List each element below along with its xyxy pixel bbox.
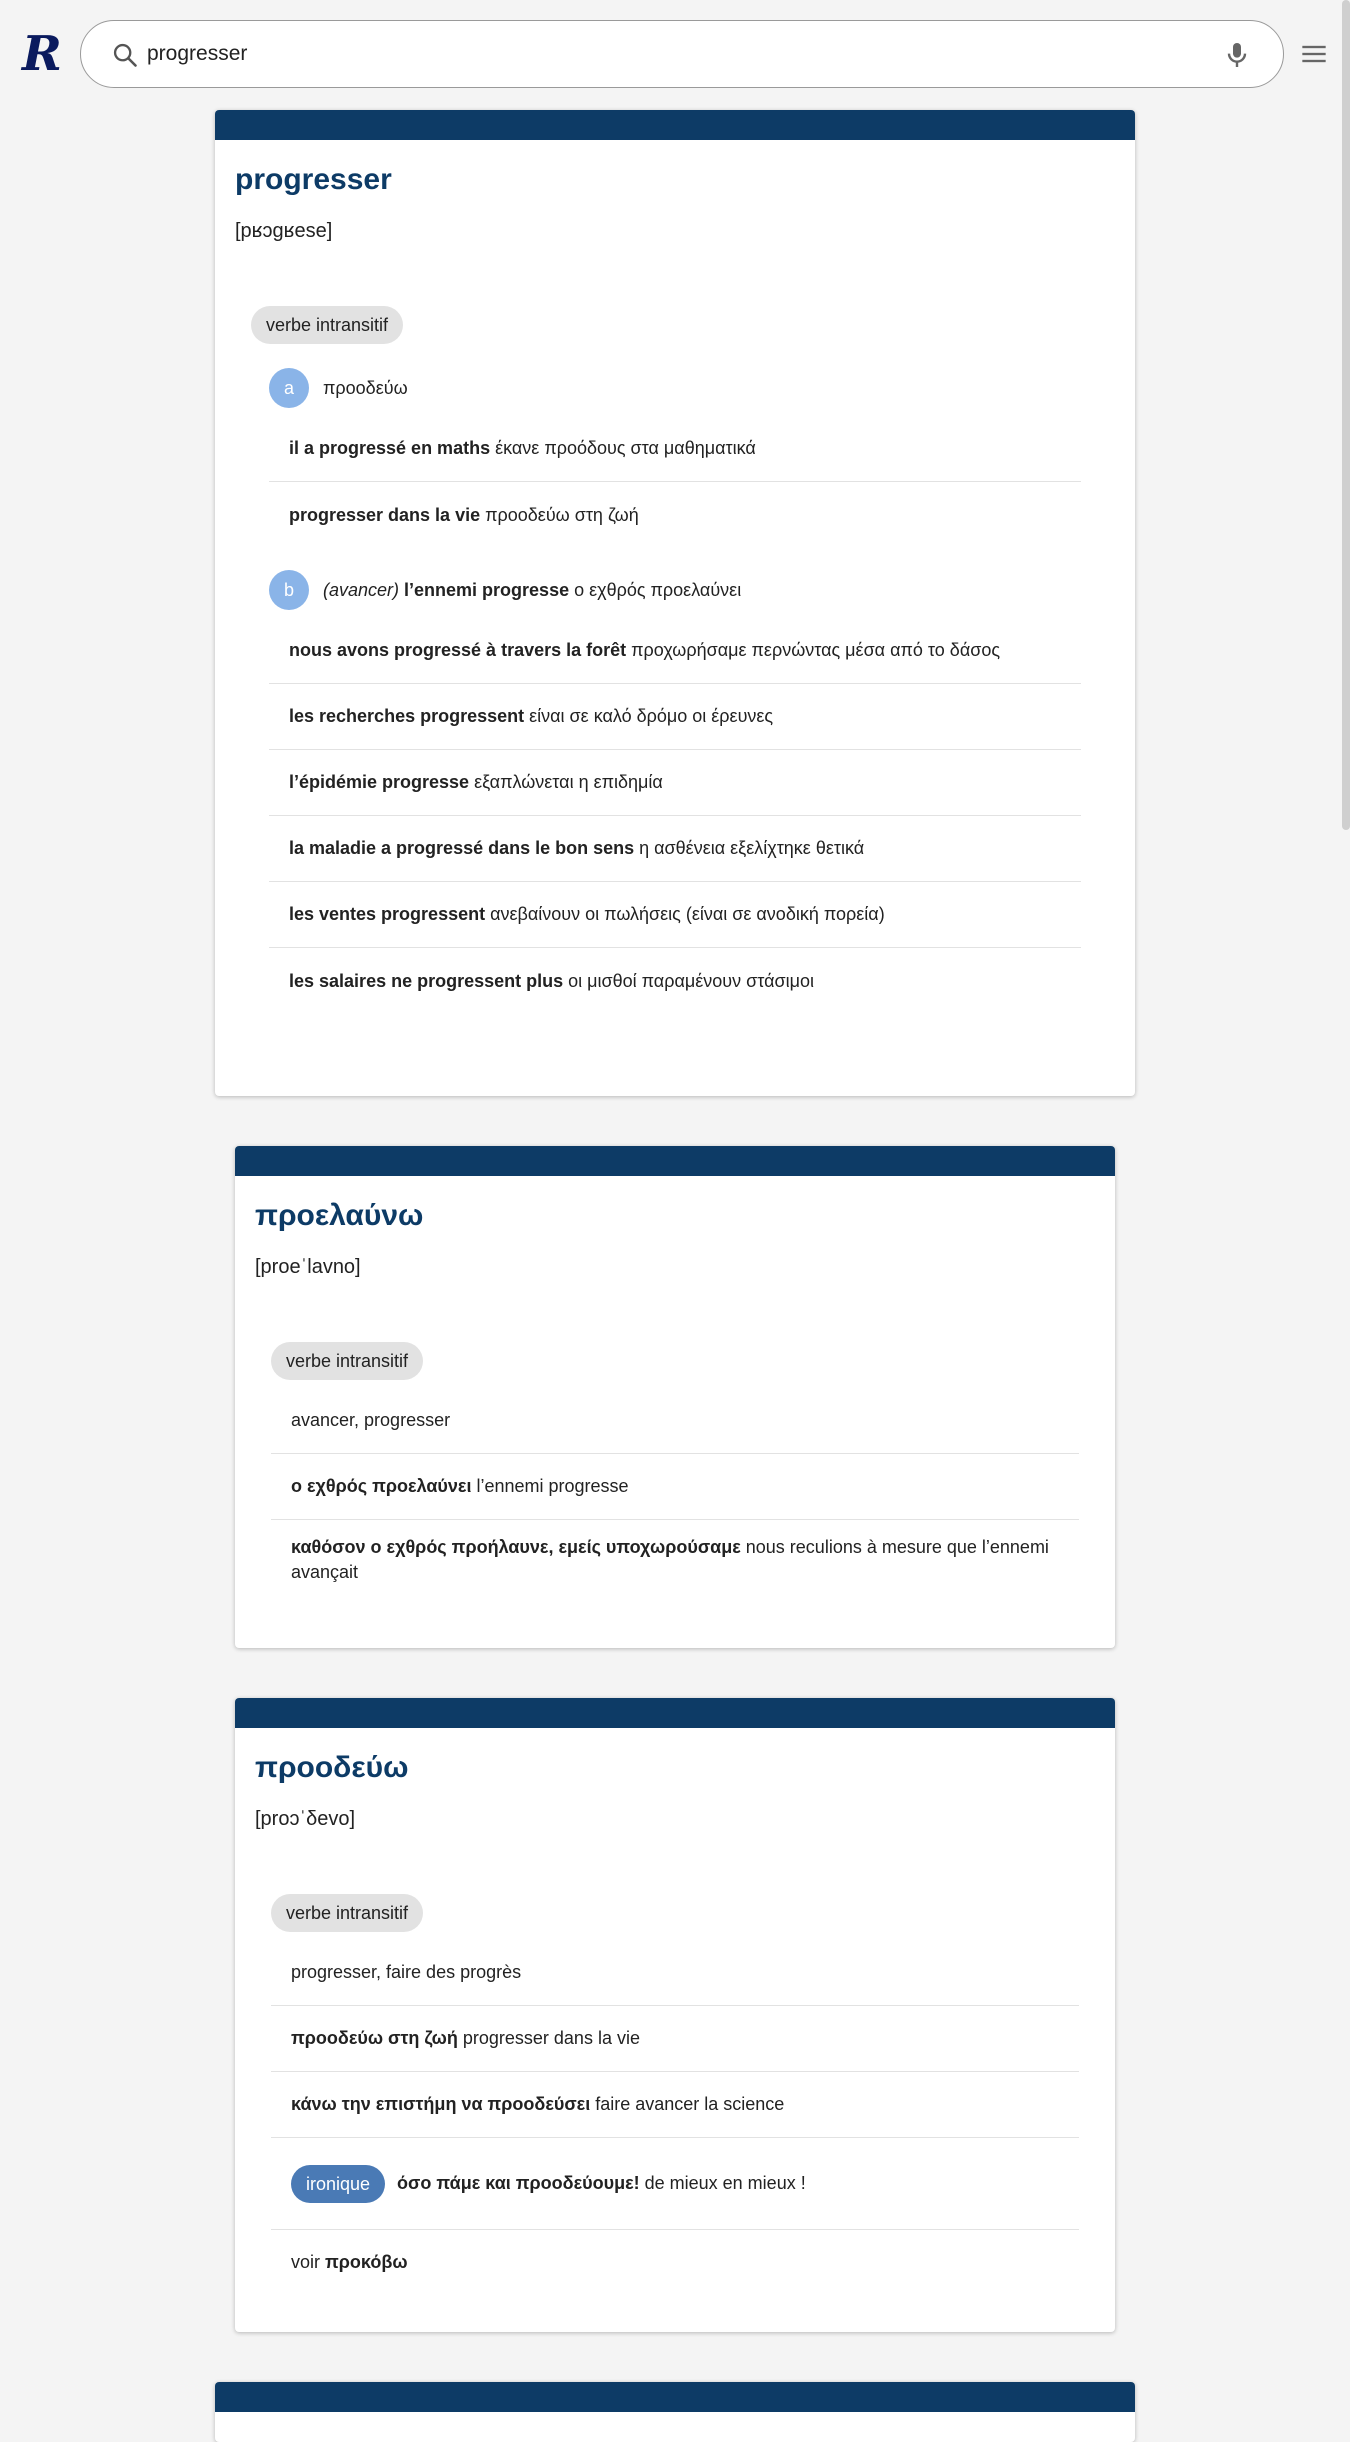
- example-row: [271, 2006, 1079, 2072]
- example-row: [269, 684, 1081, 750]
- example-source: la maladie a progressé dans le bon sens: [289, 838, 635, 858]
- search-icon[interactable]: [111, 41, 139, 69]
- sense-a: [269, 368, 1135, 408]
- example-translation: de mieux en mieux !: [644, 2173, 806, 2193]
- example-translation: οι μισθοί παραμένουν στάσιμοι: [568, 970, 814, 991]
- sense-note: (avancer): [323, 579, 400, 600]
- example-translation: προοδεύω στη ζωή: [485, 504, 639, 525]
- definition-row: [271, 1388, 1079, 1454]
- example-source: progresser dans la vie: [289, 504, 481, 525]
- card-header-bar: [215, 110, 1135, 140]
- search-bar[interactable]: [80, 20, 1284, 88]
- example-row: [271, 1454, 1079, 1520]
- sense-label-badge: a: [269, 368, 309, 408]
- headword: προελαύνω: [255, 1199, 424, 1232]
- entry-card-next: [215, 2382, 1135, 2442]
- part-of-speech-chip: verbe intransitif: [251, 306, 403, 344]
- example-source: les salaires ne progressent plus: [289, 970, 564, 991]
- card-header-bar: [235, 1698, 1115, 1728]
- example-translation: faire avancer la science: [595, 2094, 785, 2114]
- headword: progresser: [235, 163, 392, 196]
- card-header-bar: [235, 1146, 1115, 1176]
- sense-b: [269, 570, 1135, 610]
- register-tag: ironique: [291, 2165, 385, 2203]
- ironic-example-row: [271, 2138, 1079, 2230]
- see-also-prefix: voir: [291, 2251, 321, 2272]
- example-source: nous avons progressé à travers la forêt: [289, 640, 627, 660]
- definition: progresser, faire des progrès: [291, 1962, 522, 1982]
- example-translation: εξαπλώνεται η επιδημία: [474, 772, 663, 792]
- example-translation: progresser dans la vie: [462, 2028, 640, 2048]
- example-source: les ventes progressent: [289, 904, 486, 924]
- sense-translation: προοδεύω: [323, 377, 408, 398]
- part-of-speech-chip: verbe intransitif: [271, 1342, 423, 1380]
- scrollbar-thumb[interactable]: [1342, 0, 1350, 830]
- entry-card-progresser: [215, 110, 1135, 1096]
- example-translation: l’ennemi progresse: [476, 1476, 629, 1496]
- menu-icon[interactable]: [1300, 40, 1328, 68]
- sense-label-badge: b: [269, 570, 309, 610]
- example-translation: προχωρήσαμε περνώντας μέσα από το δάσος: [631, 640, 1001, 660]
- example-source: ο εχθρός προελαύνει: [291, 1476, 472, 1496]
- example-row: [269, 816, 1081, 882]
- pronunciation: [proɔˈδevo]: [255, 1808, 356, 1830]
- example-source: προοδεύω στη ζωή: [291, 2028, 458, 2048]
- headword: προοδεύω: [255, 1751, 409, 1784]
- entry-card-proelavno: [235, 1146, 1115, 1648]
- card-header-bar: [215, 2382, 1135, 2412]
- top-bar: [0, 0, 1350, 108]
- see-also-link[interactable]: προκόβω: [325, 2251, 408, 2272]
- see-also-row: [271, 2230, 1079, 2294]
- example-translation: είναι σε καλό δρόμο οι έρευνες: [529, 706, 774, 726]
- search-input[interactable]: [145, 31, 1147, 77]
- definition: avancer, progresser: [291, 1410, 451, 1430]
- part-of-speech-chip: verbe intransitif: [271, 1894, 423, 1932]
- entry-card-proodevo: [235, 1698, 1115, 2332]
- example-translation: η ασθένεια εξελίχτηκε θετικά: [639, 838, 865, 858]
- example-source: κάνω την επιστήμη να προοδεύσει: [291, 2094, 591, 2114]
- example-row: [269, 750, 1081, 816]
- example-row: [269, 948, 1081, 1014]
- pronunciation: [pʁɔɡʁese]: [235, 220, 333, 242]
- sense-term: l’ennemi progresse: [404, 579, 570, 600]
- sense-translation: ο εχθρός προελαύνει: [574, 579, 742, 600]
- example-row: [269, 882, 1081, 948]
- example-row: [269, 618, 1081, 684]
- example-source: καθόσον ο εχθρός προήλαυνε, εμείς υποχωρούσαμε: [291, 1537, 741, 1557]
- example-source: il a progressé en maths: [289, 438, 491, 458]
- example-source: όσο πάμε και προοδεύουμε!: [397, 2173, 640, 2193]
- example-row: [271, 2072, 1079, 2138]
- example-row: [271, 1520, 1079, 1600]
- definition-row: [271, 1940, 1079, 2006]
- site-logo[interactable]: R: [22, 26, 62, 82]
- example-source: l’épidémie progresse: [289, 772, 470, 792]
- microphone-icon[interactable]: [1221, 39, 1253, 71]
- example-translation: έκανε προόδους στα μαθηματικά: [495, 438, 756, 458]
- example-translation: nous reculions à mesure que l’ennemi avançait: [291, 1537, 1049, 1582]
- example-translation: ανεβαίνουν οι πωλήσεις (είναι σε ανοδική πορεία): [490, 904, 885, 924]
- example-source: les recherches progressent: [289, 706, 525, 726]
- example-row: [269, 416, 1081, 482]
- pronunciation: [proeˈlavno]: [255, 1256, 361, 1278]
- example-row: [269, 482, 1081, 548]
